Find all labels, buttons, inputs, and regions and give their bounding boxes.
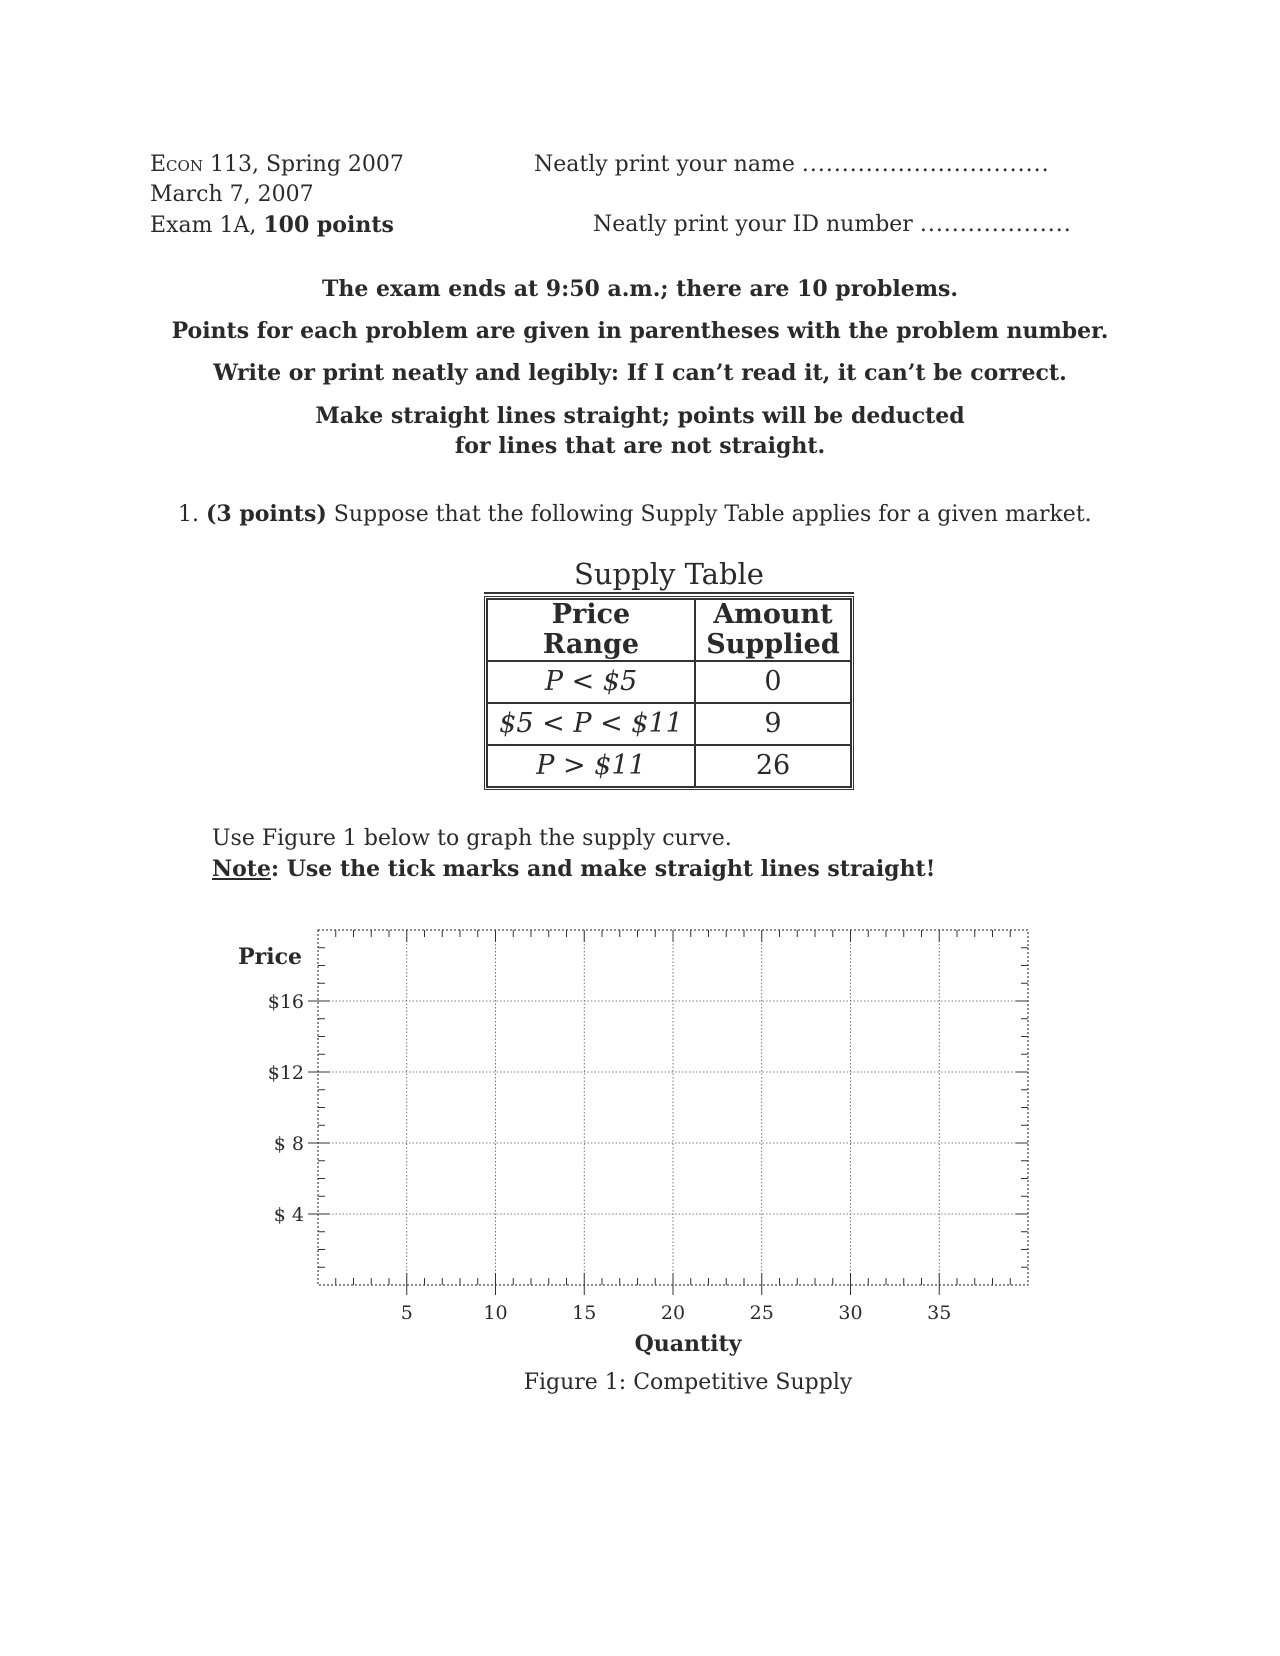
table-row xyxy=(487,661,851,703)
col-price-range-header xyxy=(487,599,695,661)
exam-points: 100 points xyxy=(263,212,394,238)
note-text: : Use the tick marks and make straight lines straight! xyxy=(270,856,936,882)
col1-header-b: Range xyxy=(542,629,640,660)
x-tick-label: 20 xyxy=(660,1302,686,1324)
instruction-line-1: The exam ends at 9:50 a.m.; there are 10 problems. xyxy=(321,276,959,302)
graph-labels xyxy=(268,991,952,1324)
problem-1-statement xyxy=(178,499,1092,530)
y-axis-label: Price xyxy=(238,944,302,970)
graph-grid xyxy=(318,930,1028,1285)
amount-cell: 9 xyxy=(695,703,851,745)
exam-prefix: Exam 1 xyxy=(150,213,234,238)
note-label: Note xyxy=(212,856,271,882)
x-tick-label: 5 xyxy=(400,1302,413,1324)
y-tick-label: $ 8 xyxy=(273,1133,304,1155)
price-range-cell: P > $11 xyxy=(487,745,695,787)
table-row xyxy=(487,745,851,787)
course-rest: 113, Spring 2007 xyxy=(202,152,404,177)
id-field[interactable] xyxy=(593,210,1072,240)
supply-table-header xyxy=(487,599,851,661)
graph-instruction: Use Figure 1 below to graph the supply curve. xyxy=(212,826,732,851)
figure-caption: Figure 1: Competitive Supply xyxy=(523,1370,853,1395)
exam-version: A xyxy=(233,213,250,238)
exam-date: March 7, 2007 xyxy=(150,182,314,207)
course-title xyxy=(150,150,404,180)
problem-points: (3 points) xyxy=(206,501,327,527)
y-tick-label: $ 4 xyxy=(273,1204,304,1226)
x-axis-label: Quantity xyxy=(634,1331,742,1357)
col1-header-a: Price xyxy=(551,599,631,630)
col2-header-b: Supplied xyxy=(706,629,840,660)
name-dots: ............................... xyxy=(801,152,1050,177)
problem-text: Suppose that the following Supply Table applies for a given market. xyxy=(333,502,1092,527)
x-tick-label: 25 xyxy=(749,1302,774,1324)
price-range-cell: P < $5 xyxy=(487,661,695,703)
amount-cell: 26 xyxy=(695,745,851,787)
instruction-line-4a: Make straight lines straight; points will be deducted xyxy=(315,403,965,429)
instruction-line-4b: for lines that are not straight. xyxy=(454,433,826,459)
instruction-line-3: Write or print neatly and legibly: If I can’t read it, it can’t be correct. xyxy=(213,360,1067,386)
name-label: Neatly print your name xyxy=(534,152,795,177)
x-tick-label: 30 xyxy=(838,1302,863,1324)
problem-number: 1. xyxy=(178,502,199,527)
exam-label xyxy=(150,210,394,241)
y-tick-label: $12 xyxy=(267,1062,304,1084)
x-tick-label: 10 xyxy=(483,1302,508,1324)
table-row xyxy=(487,703,851,745)
x-tick-label: 15 xyxy=(572,1302,597,1324)
col2-header-a: Amount xyxy=(713,599,833,630)
amount-cell: 0 xyxy=(695,661,851,703)
graph-ticks xyxy=(308,930,1028,1295)
supply-graph[interactable] xyxy=(0,900,1280,1395)
name-field[interactable] xyxy=(534,150,1050,180)
id-label: Neatly print your ID number xyxy=(593,212,913,237)
x-tick-label: 35 xyxy=(927,1302,952,1324)
course-prefix: Econ xyxy=(150,152,203,177)
supply-table xyxy=(484,596,854,790)
id-dots: ................... xyxy=(919,212,1072,237)
supply-table-block xyxy=(484,557,854,790)
supply-table-title: Supply Table xyxy=(484,557,854,594)
y-tick-label: $16 xyxy=(267,991,304,1013)
exam-comma: , xyxy=(249,213,257,238)
price-range-cell: $5 < P < $11 xyxy=(487,703,695,745)
note-line xyxy=(212,854,935,884)
col-amount-header xyxy=(695,599,851,661)
instruction-line-2: Points for each problem are given in parentheses with the problem number. xyxy=(171,318,1109,344)
